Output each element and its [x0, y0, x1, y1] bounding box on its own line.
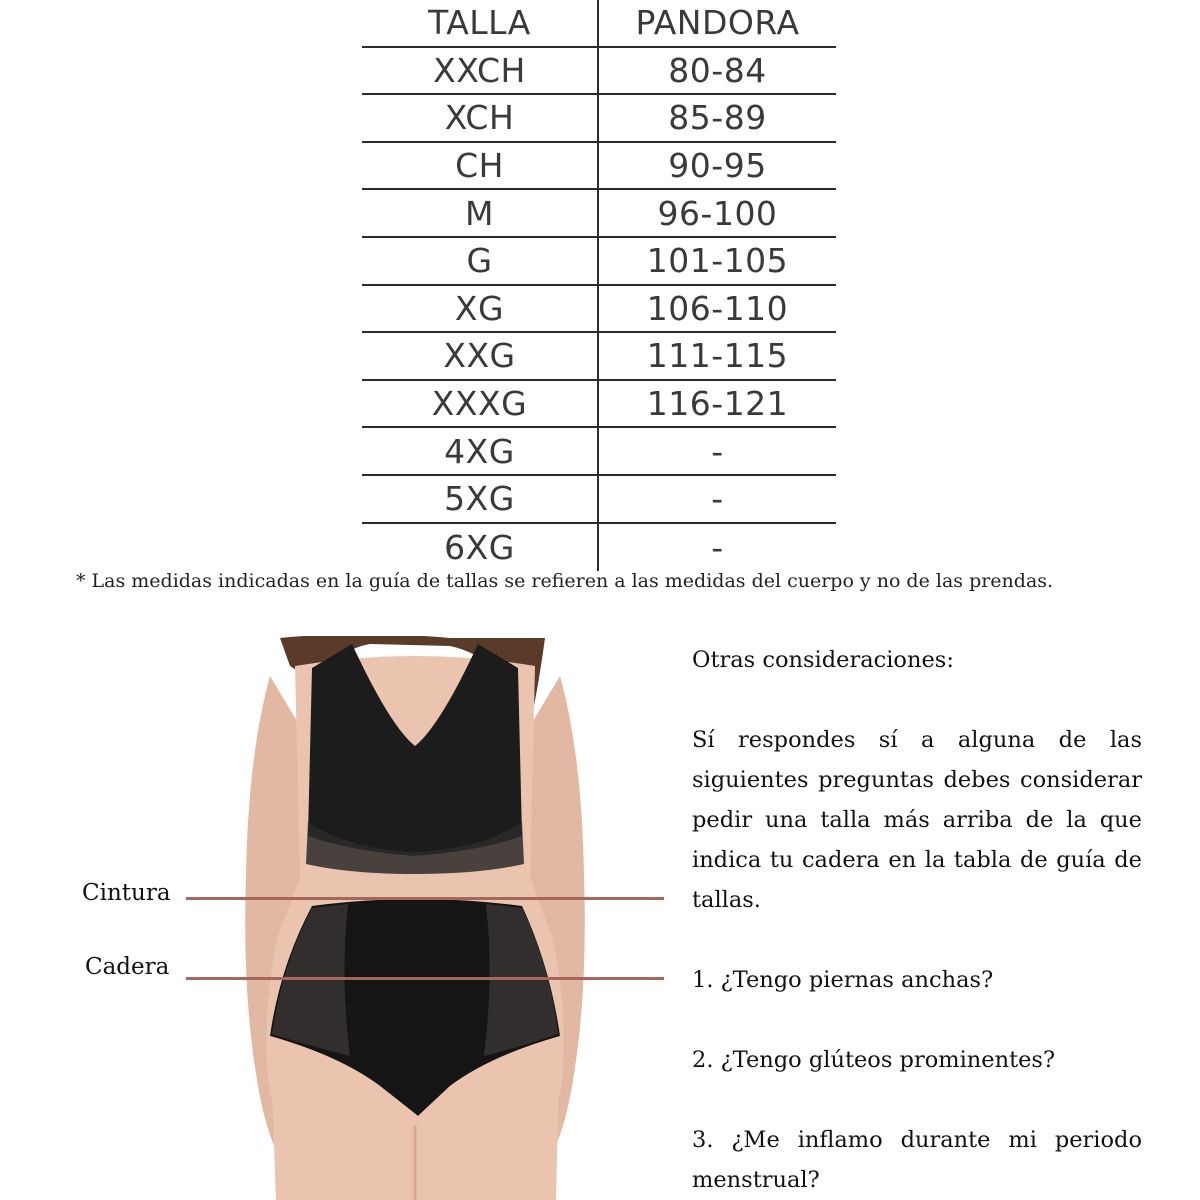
size-cell: XXCH — [362, 48, 599, 94]
size-cell: 5XG — [362, 476, 599, 522]
question-2: 2. ¿Tengo glúteos prominentes? — [692, 1047, 1056, 1073]
measure-cell: - — [711, 527, 724, 567]
table-row — [362, 48, 836, 96]
size-cell: XG — [362, 286, 599, 332]
considerations-text — [692, 640, 1142, 1200]
table-row — [362, 428, 836, 476]
size-cell: XCH — [362, 95, 599, 141]
waist-label: Cintura — [82, 880, 171, 906]
size-cell: XXG — [362, 333, 599, 379]
waist-line — [186, 897, 664, 900]
question-3: 3. ¿Me inflamo durante mi periodo menstrual? — [692, 1127, 1142, 1193]
table-row — [362, 190, 836, 238]
hip-label: Cadera — [85, 954, 170, 980]
table-row — [362, 333, 836, 381]
table-row — [362, 476, 836, 524]
measure-cell: 85-89 — [668, 98, 767, 138]
table-row — [362, 286, 836, 334]
measure-cell: 101-105 — [646, 241, 789, 281]
size-cell: 4XG — [362, 428, 599, 474]
measure-cell: - — [711, 431, 724, 471]
hip-line — [186, 977, 664, 980]
question-1: 1. ¿Tengo piernas anchas? — [692, 967, 994, 993]
header-pandora: PANDORA — [635, 3, 800, 43]
table-row — [362, 238, 836, 286]
measure-cell: - — [711, 479, 724, 519]
table-row — [362, 143, 836, 191]
size-table — [362, 0, 836, 571]
size-cell: 6XG — [362, 524, 599, 572]
measure-cell: 80-84 — [668, 50, 767, 90]
table-row — [362, 524, 836, 572]
considerations-intro: Sí respondes sí a alguna de las siguientes preguntas debes considerar pedir una talla más arriba de la que indica tu cadera en la tabla de guía de tallas. — [692, 727, 1142, 913]
table-row — [362, 381, 836, 429]
size-cell: G — [362, 238, 599, 284]
considerations-heading: Otras consideraciones: — [692, 647, 954, 673]
table-row — [362, 95, 836, 143]
table-header-row — [362, 0, 836, 48]
footnote: * Las medidas indicadas en la guía de tallas se refieren a las medidas del cuerpo y no de las prendas. — [76, 570, 1054, 592]
model-photo — [240, 636, 590, 1200]
measure-cell: 96-100 — [657, 193, 778, 233]
size-cell: M — [362, 190, 599, 236]
size-cell: CH — [362, 143, 599, 189]
header-talla: TALLA — [362, 0, 599, 46]
measure-cell: 90-95 — [668, 146, 767, 186]
measure-cell: 106-110 — [646, 288, 789, 328]
size-cell: XXXG — [362, 381, 599, 427]
measure-cell: 116-121 — [646, 384, 789, 424]
measure-cell: 111-115 — [646, 336, 789, 376]
